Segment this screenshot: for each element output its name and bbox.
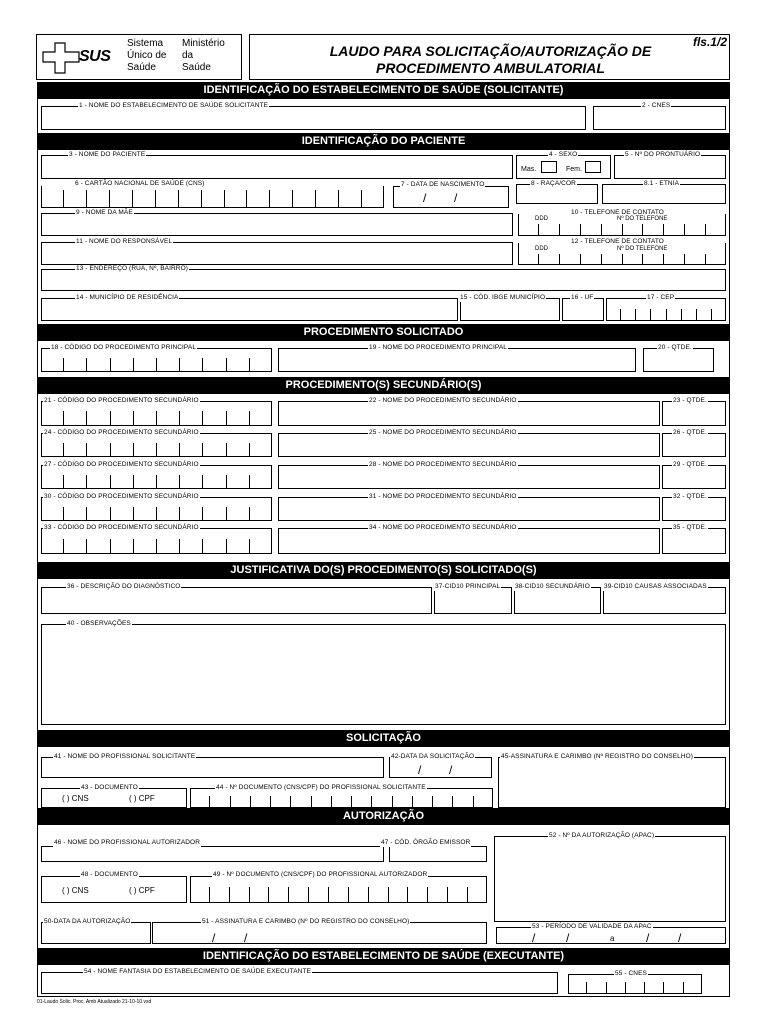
- label-f8: 8 - RAÇA/COR: [531, 180, 576, 187]
- doc-cpf-option[interactable]: ( ) CPF: [129, 794, 155, 803]
- label-f38: 38-CID10 SECUNDÁRIO: [515, 583, 590, 590]
- title-box: [249, 34, 730, 80]
- cns-cell-lines: [41, 190, 384, 208]
- label-f14: 14 - MUNICÍPIO DE RESIDÊNCIA: [76, 294, 179, 301]
- cid10-causas-field[interactable]: [603, 587, 726, 614]
- cep-cells: [606, 309, 726, 321]
- page-number: fls.1/2: [692, 35, 727, 49]
- label-f50: 50-DATA DA AUTORIZAÇÃO: [44, 918, 131, 925]
- slash: /: [566, 931, 570, 945]
- label-f9: 9 - NOME DA MÃE: [76, 209, 133, 216]
- slash: /: [532, 931, 536, 945]
- sex-fem-label: Fem.: [566, 166, 582, 173]
- section-proc-secundarios: PROCEDIMENTO(S) SECUNDÁRIO(S): [37, 377, 730, 394]
- label-f40: 40 - OBSERVAÇÕES: [67, 620, 131, 627]
- auth-doc-number-cells: [190, 887, 487, 903]
- label-f6: 6 - CARTÃO NACIONAL DE SAÚDE (CNS): [75, 180, 205, 187]
- sus-logo-box: [36, 34, 242, 80]
- form-title: LAUDO PARA SOLICITAÇÃO/AUTORIZAÇÃO DE PROCEDIMENTO AMBULATORIAL: [329, 43, 652, 76]
- label-sec-qtde-3: 29 - QTDE.: [673, 461, 707, 468]
- label-f52: 52 - Nº DA AUTORIZAÇÃO (APAC): [549, 832, 655, 839]
- label-f19: 19 - NOME DO PROCEDIMENTO PRINCIPAL: [369, 344, 507, 351]
- label-f44: 44 - Nº DOCUMENTO (CNS/CPF) DO PROFISSIONAL SOLICITANTE: [216, 784, 426, 791]
- label-f15: 15 - CÓD. IBGE MUNICÍPIO: [460, 294, 546, 301]
- label-f47: 47 - CÓD. ÓRGÃO EMISSOR: [381, 839, 471, 846]
- label-sec-qtde-2: 26 - QTDE.: [673, 429, 707, 436]
- doc-number-cells: [190, 796, 493, 808]
- label-sec-cod-5: 33 - CÓDIGO DO PROCEDIMENTO SECUNDÁRIO: [44, 524, 199, 531]
- cid10-secundario-field[interactable]: [514, 587, 601, 614]
- label-sec-cod-4: 30 - CÓDIGO DO PROCEDIMENTO SECUNDÁRIO: [44, 493, 199, 500]
- slash: /: [423, 191, 427, 205]
- sex-mas-checkbox[interactable]: [541, 161, 557, 173]
- label-sec-qtde-5: 35 - QTDE.: [673, 524, 707, 531]
- auth-doc-cpf-option[interactable]: ( ) CPF: [129, 886, 155, 895]
- label-sec-qtde-4: 32 - QTDE.: [673, 493, 707, 500]
- label-f41: 41 - NOME DO PROFISSIONAL SOLICITANTE: [54, 753, 196, 760]
- apac-number-field[interactable]: [494, 836, 726, 922]
- auth-doc-cns-option[interactable]: ( ) CNS: [62, 886, 89, 895]
- label-f42: 42-DATA DA SOLICITAÇÃO: [391, 753, 475, 760]
- label-f1: 1 - NOME DO ESTABELECIMENTO DE SAÚDE SOLICITANTE: [79, 102, 268, 109]
- observations-field[interactable]: [41, 624, 726, 725]
- sistema-text: Sistema Único de Saúde: [127, 38, 167, 73]
- label-f49: 49 - Nº DOCUMENTO (CNS/CPF) DO PROFISSIONAL AUTORIZADOR: [213, 871, 428, 878]
- sec-proc-code-cells-5: [41, 539, 272, 554]
- label-f18: 18 - CÓDIGO DO PROCEDIMENTO PRINCIPAL: [51, 344, 197, 351]
- sex-mas-label: Mas.: [521, 166, 537, 173]
- executing-cnes-cells: [568, 982, 702, 994]
- slash: /: [244, 931, 248, 945]
- signature-field[interactable]: [498, 757, 726, 808]
- label-f11: 11 - NOME DO RESPONSÁVEL: [76, 238, 173, 245]
- label-f2: 2 - CNES: [642, 102, 671, 109]
- label-f39: 39-CID10 CAUSAS ASSOCIADAS: [604, 583, 707, 590]
- ddd-label: DDD: [535, 216, 548, 222]
- section-solicitacao: SOLICITAÇÃO: [37, 730, 730, 747]
- slash: /: [678, 931, 682, 945]
- label-sec-nome-1: 22 - NOME DO PROCEDIMENTO SECUNDÁRIO: [369, 397, 517, 404]
- label-f43: 43 - DOCUMENTO: [81, 784, 138, 791]
- ministerio-text: Ministério da Saúde: [182, 38, 225, 73]
- authorizing-professional-field[interactable]: [41, 846, 384, 862]
- label-f45: 45-ASSINATURA E CARIMBO (Nº REGISTRO DO CONSELHO): [501, 753, 694, 760]
- section-justificativa: JUSTIFICATIVA DO(S) PROCEDIMENTO(S) SOLICITADO(S): [37, 562, 730, 579]
- label-f51: 51 - ASSINATURA E CARIMBO (Nº DO REGISTRO DO CONSELHO): [202, 918, 410, 925]
- section-proc-solicitado: PROCEDIMENTO SOLICITADO: [37, 324, 730, 341]
- label-f46: 46 - NOME DO PROFISSIONAL AUTORIZADOR: [54, 839, 201, 846]
- label-f3: 3 - NOME DO PACIENTE: [69, 151, 146, 158]
- label-f7: 7 - DATA DE NASCIMENTO: [401, 181, 485, 188]
- phone1-cells: [518, 224, 726, 236]
- issuing-org-field[interactable]: [389, 846, 487, 862]
- section-estab-executante: IDENTIFICAÇÃO DO ESTABELECIMENTO DE SAÚDE (EXECUTANTE): [37, 948, 730, 965]
- slash: /: [454, 191, 458, 205]
- label-f13: 13 - ENDEREÇO (RUA, Nº, BAIRRO): [76, 265, 189, 272]
- footer-filename: 01-Laudo Solic. Proc. Amb Atualizado 21-10-10.vsd: [37, 999, 152, 1005]
- label-f4: 4 - SEXO: [549, 151, 578, 158]
- label-f12: 12 - TELEFONE DE CONTATO: [571, 238, 664, 245]
- num-tel-label-2: Nº DO TELEFONE: [617, 246, 668, 252]
- sec-proc-code-cells-1: [41, 411, 272, 426]
- label-sec-cod-3: 27 - CÓDIGO DO PROCEDIMENTO SECUNDÁRIO: [44, 461, 199, 468]
- doc-cns-option[interactable]: ( ) CNS: [62, 794, 89, 803]
- sus-cross-icon: [41, 41, 81, 75]
- label-f53: 53 - PERÍODO DE VALIDADE DA APAC: [532, 923, 652, 930]
- section-paciente: IDENTIFICAÇÃO DO PACIENTE: [37, 133, 730, 150]
- label-sec-nome-2: 25 - NOME DO PROCEDIMENTO SECUNDÁRIO: [369, 429, 517, 436]
- label-sec-nome-5: 34 - NOME DO PROCEDIMENTO SECUNDÁRIO: [369, 524, 517, 531]
- label-f54: 54 - NOME FANTASIA DO ESTABELECIMENTO DE SAÚDE EXECUTANTE: [84, 968, 311, 975]
- cid10-principal-field[interactable]: [434, 587, 512, 614]
- sex-fem-checkbox[interactable]: [585, 161, 601, 173]
- ddd-label-2: DDD: [535, 246, 548, 252]
- label-f37: 37-CID10 PRINCIPAL: [435, 583, 501, 590]
- main-proc-code-cells: [41, 358, 272, 372]
- label-f20: 20 - QTDE.: [658, 344, 692, 351]
- num-tel-label: Nº DO TELEFONE: [617, 216, 668, 222]
- section-autorizacao: AUTORIZAÇÃO: [37, 808, 730, 825]
- diagnosis-field[interactable]: [41, 587, 432, 614]
- label-f48: 48 - DOCUMENTO: [81, 871, 138, 878]
- slash: /: [646, 931, 650, 945]
- label-f16: 16 - UF: [571, 294, 594, 301]
- label-sec-cod-2: 24 - CÓDIGO DO PROCEDIMENTO SECUNDÁRIO: [44, 429, 199, 436]
- phone2-cells: [518, 254, 726, 265]
- label-f10: 10 - TELEFONE DE CONTATO: [571, 209, 664, 216]
- label-sec-nome-4: 31 - NOME DO PROCEDIMENTO SECUNDÁRIO: [369, 493, 517, 500]
- label-f36: 36 - DESCRIÇÃO DO DIAGNÓSTICO: [67, 583, 181, 590]
- label-sec-qtde-1: 23 - QTDE.: [673, 397, 707, 404]
- validity-separator: a: [610, 934, 615, 943]
- sec-proc-code-cells-2: [41, 443, 272, 457]
- sec-proc-code-cells-3: [41, 475, 272, 489]
- label-sec-nome-3: 28 - NOME DO PROCEDIMENTO SECUNDÁRIO: [369, 461, 517, 468]
- label-f5: 5 - Nº DO PRONTUÁRIO: [625, 151, 701, 158]
- sus-logo-text: SUS: [79, 48, 111, 65]
- label-f55: 55 - CNES: [615, 970, 647, 977]
- label-f17: 17 - CEP: [647, 294, 675, 301]
- birthdate-field[interactable]: [393, 186, 509, 208]
- slash: /: [418, 763, 422, 777]
- section-estab-solicitante: IDENTIFICAÇÃO DO ESTABELECIMENTO DE SAÚDE (SOLICITANTE): [37, 82, 730, 99]
- label-f81: 8.1 - ETNIA: [644, 180, 680, 187]
- slash: /: [449, 763, 453, 777]
- slash: /: [212, 931, 216, 945]
- label-sec-cod-1: 21 - CÓDIGO DO PROCEDIMENTO SECUNDÁRIO: [44, 397, 199, 404]
- sec-proc-code-cells-4: [41, 507, 272, 521]
